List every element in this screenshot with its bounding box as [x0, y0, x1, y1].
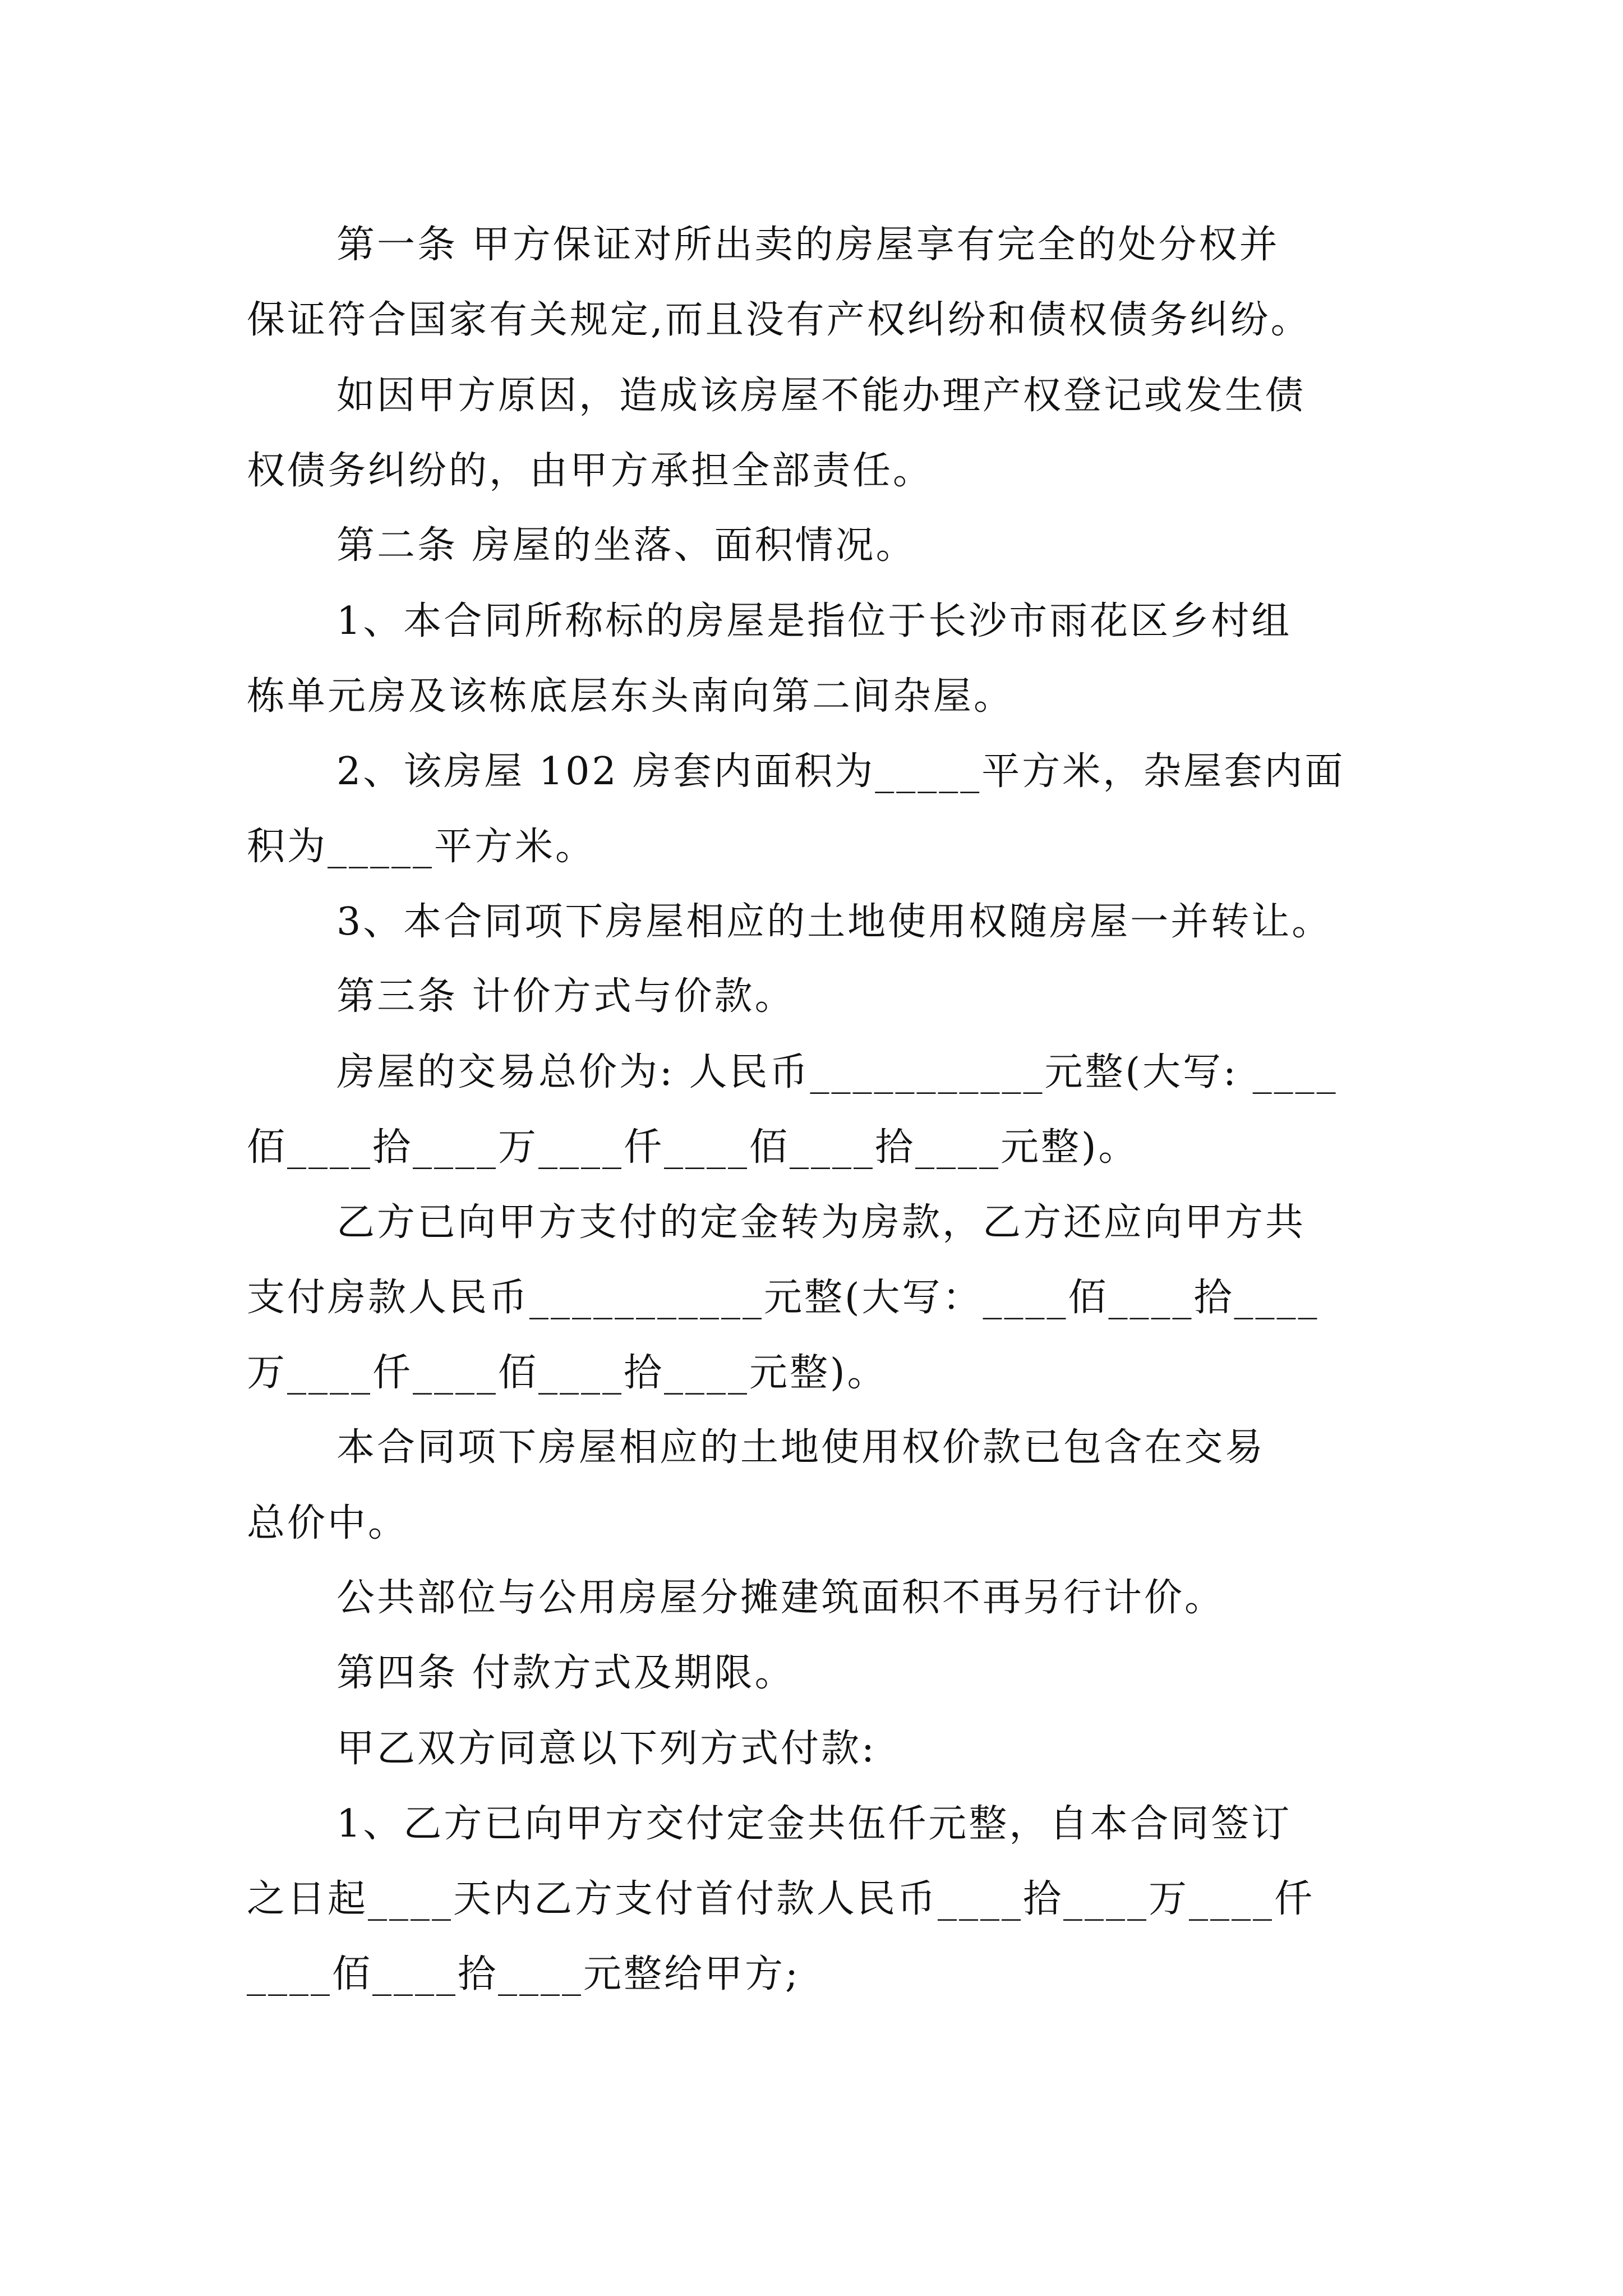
paragraph-line: 房屋的交易总价为: 人民币___________元整(大写: ____: [336, 1050, 1338, 1094]
paragraph-line: 2、该房屋 102 房套内面积为_____平方米，杂屋套内面: [336, 749, 1345, 794]
paragraph-line: 本合同项下房屋相应的土地使用权价款已包含在交易: [336, 1425, 1266, 1470]
paragraph-line: 乙方已向甲方支付的定金转为房款，乙方还应向甲方共: [336, 1200, 1306, 1245]
paragraph-line: 如因甲方原因，造成该房屋不能办理产权登记或发生债: [336, 374, 1306, 418]
article-1-line-1: 第一条 甲方保证对所出卖的房屋享有完全的处分权并: [336, 223, 1280, 267]
paragraph-line: 甲乙双方同意以下列方式付款:: [336, 1727, 877, 1771]
paragraph-line: 栋单元房及该栋底层东头南向第二间杂屋。: [247, 674, 1015, 719]
paragraph-line: 1、本合同所称标的房屋是指位于长沙市雨花区乡村组: [336, 599, 1292, 643]
paragraph-line: 公共部位与公用房屋分摊建筑面积不再另行计价。: [336, 1576, 1225, 1620]
paragraph-line: 支付房款人民币___________元整(大写：____佰____拾____: [247, 1276, 1320, 1320]
article-4-heading: 第四条 付款方式及期限。: [336, 1651, 795, 1695]
article-3-heading: 第三条 计价方式与价款。: [336, 974, 795, 1019]
paragraph-line: 1、乙方已向甲方交付定金共伍仟元整，自本合同签订: [336, 1802, 1292, 1846]
paragraph-line: ____佰____拾____元整给甲方;: [247, 1952, 800, 1996]
article-2-heading: 第二条 房屋的坐落、面积情况。: [336, 523, 916, 568]
paragraph-line: 权债务纠纷的，由甲方承担全部责任。: [247, 449, 934, 493]
paragraph-line: 3、本合同项下房屋相应的土地使用权随房屋一并转让。: [336, 900, 1332, 944]
paragraph-line: 佰____拾____万____仟____佰____拾____元整)。: [247, 1125, 1139, 1170]
paragraph-line: 万____仟____佰____拾____元整)。: [247, 1351, 888, 1395]
paragraph-line: 之日起____天内乙方支付首付款人民币____拾____万____仟: [247, 1877, 1315, 1921]
article-1-line-2: 保证符合国家有关规定,而且没有产权纠纷和债权债务纠纷。: [247, 298, 1311, 342]
paragraph-line: 积为_____平方米。: [247, 825, 596, 869]
paragraph-line: 总价中。: [247, 1501, 409, 1545]
